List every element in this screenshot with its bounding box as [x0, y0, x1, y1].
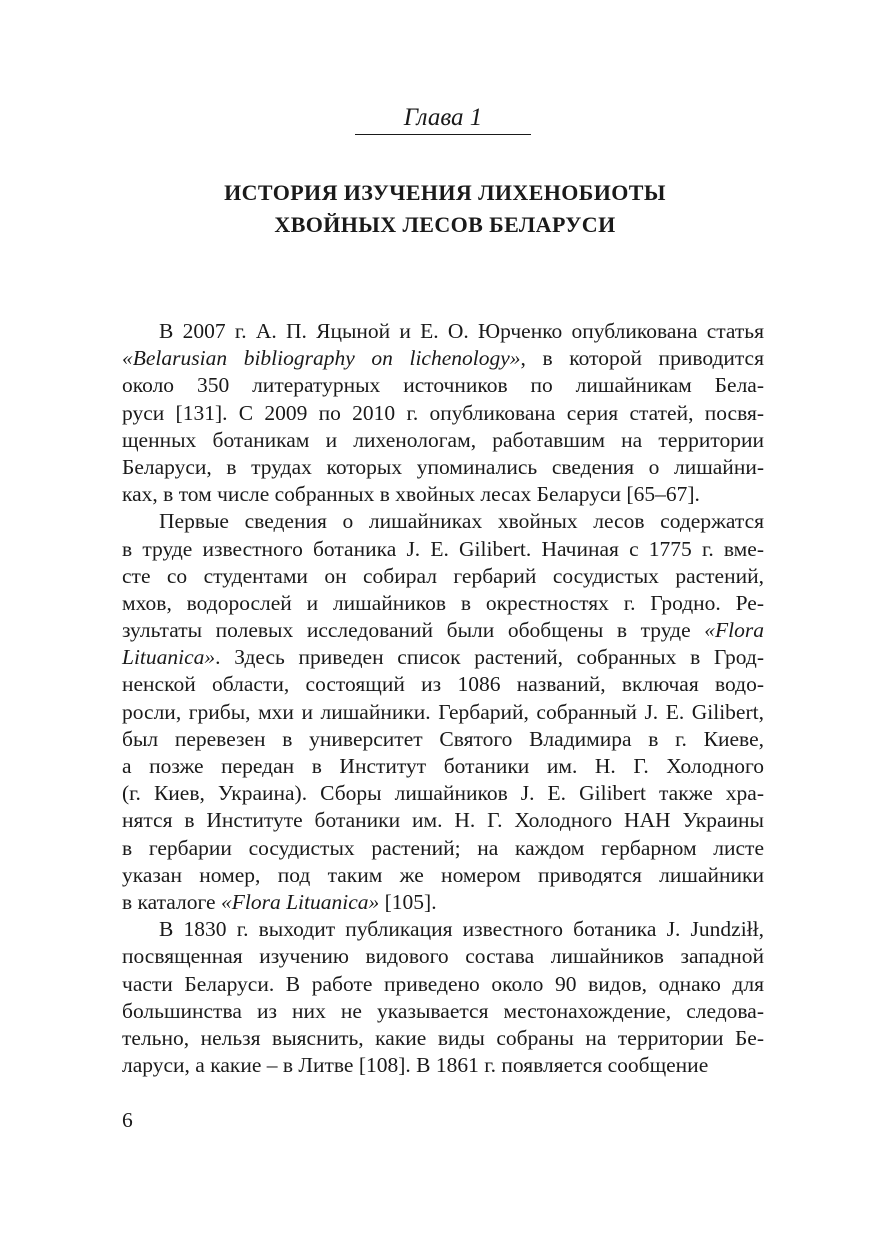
text-line: В 1830 г. выходит публикация известного ботаника J. Jundziłł,	[159, 917, 764, 942]
text-line: посвященная изучению видового состава лишайников западной	[122, 944, 764, 969]
text-line: в труде известного ботаника J. E. Gilibert. Начиная с 1775 г. вме-	[122, 536, 764, 561]
title-line: ИСТОРИЯ ИЗУЧЕНИЯ ЛИХЕНОБИОТЫ	[224, 180, 666, 205]
text-line: ненской области, состоящий из 1086 названий, включая водо-	[122, 672, 764, 697]
text-line: В 2007 г. А. П. Яцыной и Е. О. Юрченко опубликована статья	[159, 319, 764, 343]
text-line: руси [131]. С 2009 по 2010 г. опубликована серия статей, посвя-	[122, 400, 764, 425]
text-line: зультаты полевых исследований были обобщены в труде «Flora	[122, 618, 764, 643]
text-line: а позже передан в Институт ботаники им. Н. Г. Холодного	[122, 754, 764, 778]
text-line: в каталоге «Flora Lituanica» [105].	[122, 889, 437, 914]
text-line: Lituanica». Здесь приведен список растений, собранных в Грод-	[122, 645, 764, 670]
text-line: росли, грибы, мхи и лишайники. Гербарий, собранный J. E. Gilibert,	[122, 699, 764, 724]
text-line: ках, в том числе собранных в хвойных лесах Беларуси [65–67].	[122, 482, 700, 507]
text-line: мхов, водорослей и лишайников в окрестностях г. Гродно. Ре-	[122, 590, 764, 615]
text-line: щенных ботаникам и лихенологам, работавшим на территории	[122, 427, 764, 452]
text-line: ларуси, а какие – в Литве [108]. В 1861 г. появляется сообщение	[122, 1053, 709, 1078]
text-line: большинства из них не указывается местонахождение, следова-	[122, 998, 764, 1023]
body-text	[122, 318, 764, 1079]
text-line: Первые сведения о лишайниках хвойных лесов содержатся	[159, 509, 764, 534]
text-line: части Беларуси. В работе приведено около 90 видов, однако для	[122, 971, 764, 996]
text-line: указан номер, под таким же номером приводятся лишайники	[122, 862, 764, 887]
text-line: около 350 литературных источников по лишайникам Бела-	[122, 373, 764, 398]
text-line: Беларуси, в трудах которых упоминались сведения о лишайни-	[122, 454, 764, 479]
text-line: нятся в Институте ботаники им. Н. Г. Холодного НАН Украины	[122, 808, 764, 833]
text-line: (г. Киев, Украина). Сборы лишайников J. E. Gilibert также хра-	[122, 781, 764, 806]
chapter-title	[140, 177, 750, 241]
text-line: в гербарии сосудистых растений; на каждом гербарном листе	[122, 835, 764, 860]
chapter-underline	[355, 134, 531, 135]
title-line: ХВОЙНЫХ ЛЕСОВ БЕЛАРУСИ	[274, 212, 616, 237]
text-line: был перевезен в университет Святого Владимира в г. Киеве,	[122, 726, 764, 751]
page-number: 6	[122, 1108, 133, 1132]
chapter-heading: Глава 1	[403, 104, 483, 131]
text-line: сте со студентами он собирал гербарий сосудистых растений,	[122, 563, 764, 588]
text-line: «Belarusian bibliography on lichenology», в которой приводится	[122, 346, 764, 371]
text-line: тельно, нельзя выяснить, какие виды собраны на территории Бе-	[122, 1025, 764, 1050]
